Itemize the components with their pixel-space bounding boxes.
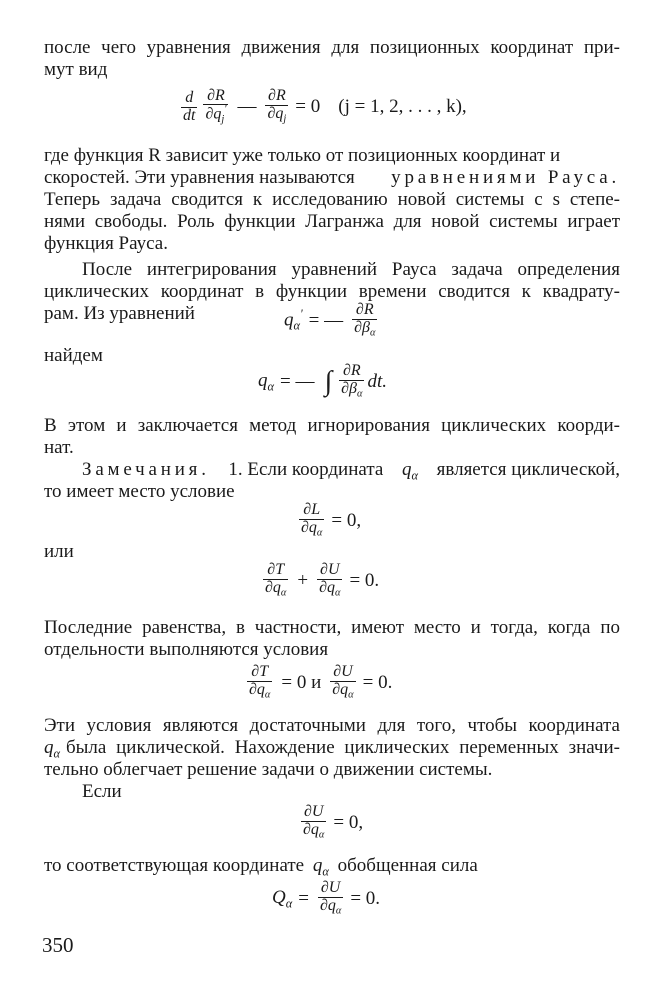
integral-sign: ∫ <box>324 365 333 397</box>
fraction-dR-dbeta: $\frac{\partial R}{\partial\beta_\alpha}$ <box>354 301 376 339</box>
text-line: скоростей. Эти уравнения называются уравнениями Рауса. <box>44 167 620 188</box>
text-line: $q_\alpha$ была циклической. Нахождение циклических переменных значи- <box>44 737 620 761</box>
index-range: (j = 1, 2, . . . , k), <box>338 95 467 117</box>
text-line: то соответствующая координате $q_\alpha$ обобщенная сила <box>44 855 478 879</box>
term-routh-equations: уравнениями Рауса. <box>391 167 620 188</box>
fraction-dR-dbeta: $\frac{\partial R}{\partial\beta_\alpha}$ <box>341 362 363 400</box>
formula-q-alpha-dot: $q_\alpha'$ = — $\frac{\partial R}{\partial\beta_\alpha}$ <box>284 301 376 339</box>
minus-sign: — <box>237 95 257 117</box>
text-line: В этом и заключается метод игнорирования циклических коорди- <box>44 415 620 436</box>
text-line: нями свободы. Роль функции Лагранжа для новой системы играет <box>44 211 620 232</box>
formula-dT-and-dU: $\frac{\partial T}{\partial q_\alpha}$ = 0 и $\frac{\partial U}{\partial q_\alpha}$ = 0. <box>249 663 393 701</box>
fraction-dU-dq: $\frac{\partial U}{\partial q_\alpha}$ <box>319 561 341 599</box>
text-line: тельно облегчает решение задачи о движении системы. <box>44 759 493 780</box>
text-line: то имеет место условие <box>44 481 235 502</box>
formula-dU-dq: $\frac{\partial U}{\partial q_\alpha}$ = 0, <box>303 803 364 841</box>
fraction-dU-dq: $\frac{\partial U}{\partial q_\alpha}$ <box>319 879 342 917</box>
formula-generalized-force: $Q_\alpha$ = $\frac{\partial U}{\partial q_\alpha}$ = 0. <box>272 879 381 917</box>
text-line: нат. <box>44 437 74 458</box>
text-line: функция Рауса. <box>44 233 168 254</box>
formula-lagrange-routh <box>178 84 467 130</box>
fraction-dR-dq: $\frac{\partial R}{\partial q_j'}$ <box>205 86 227 126</box>
text-line: мут вид <box>44 59 108 80</box>
page-number: 350 <box>42 933 74 957</box>
fraction-dL-dq: $\frac{\partial L}{\partial q_\alpha}$ <box>301 501 323 539</box>
text-line: где функция R зависит уже только от позиционных координат и <box>44 145 561 166</box>
text-line: Последние равенства, в частности, имеют место и тогда, когда по <box>44 617 620 638</box>
formula-dT-plus-dU: $\frac{\partial T}{\partial q_\alpha}$ + $\frac{\partial U}{\partial q_\alpha}$ = 0. <box>265 561 380 599</box>
fraction-dT-dq: $\frac{\partial T}{\partial q_\alpha}$ <box>249 663 271 701</box>
text-line: или <box>44 541 74 562</box>
text-line: После интегрирования уравнений Рауса задача определения <box>82 259 620 280</box>
fraction-d-dt: $\frac{d}{dt}$ <box>183 88 196 124</box>
text-line: отдельности выполняются условия <box>44 639 329 660</box>
text-line: после чего уравнения движения для позиционных координат при- <box>44 37 620 58</box>
text-line: найдем <box>44 345 103 366</box>
fraction-dT-dq: $\frac{\partial T}{\partial q_\alpha}$ <box>265 561 287 599</box>
fraction-dU-dq: $\frac{\partial U}{\partial q_\alpha}$ <box>303 803 325 841</box>
text-line: рам. Из уравнений <box>44 303 195 324</box>
formula-dL-dq: $\frac{\partial L}{\partial q_\alpha}$ = 0, <box>301 501 362 539</box>
remark-heading: Замечания. <box>82 459 210 480</box>
text-line: Если <box>82 781 122 802</box>
formula-q-alpha-integral: $q_\alpha$ = — ∫ $\frac{\partial R}{\partial\beta_\alpha}$ dt. <box>258 362 387 400</box>
text-line: Эти условия являются достаточными для того, чтобы координата <box>44 715 620 736</box>
text-line: циклических координат в функции времени сводится к квадрату- <box>44 281 620 302</box>
fraction-dU-dq: $\frac{\partial U}{\partial q_\alpha}$ <box>332 663 354 701</box>
equals-zero: = 0 <box>295 95 321 117</box>
text-line: Замечания. 1. Если координата $q_\alpha$ является циклической, <box>82 459 620 483</box>
text-line: Теперь задача сводится к исследованию новой системы с s степе- <box>44 189 620 210</box>
fraction-dR-dqj: $\frac{\partial R}{\partial q_j}$ <box>267 87 287 125</box>
